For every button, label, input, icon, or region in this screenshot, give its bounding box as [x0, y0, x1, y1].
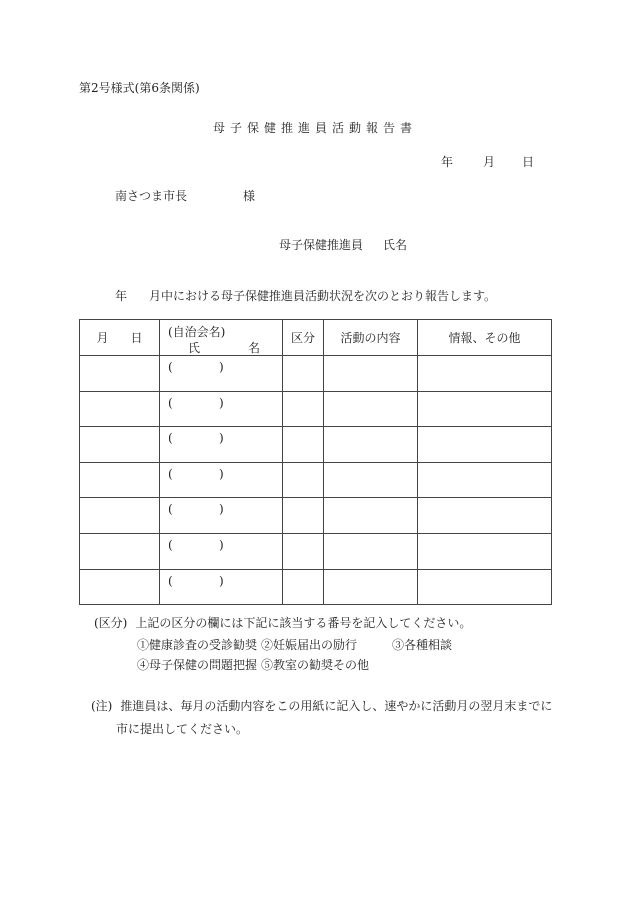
activity-cell[interactable]: [324, 427, 418, 463]
info-cell[interactable]: [418, 533, 552, 569]
activity-report-table: [79, 319, 552, 605]
chu-note-line-1: [91, 700, 552, 712]
kubun-cell[interactable]: [283, 498, 324, 534]
table-row: [80, 462, 552, 498]
header-info: 情報、その他: [418, 320, 552, 356]
name-cell[interactable]: ( ): [160, 427, 283, 463]
intro-year: 年: [115, 289, 128, 303]
header-month: 月: [96, 331, 109, 345]
chu-note-line-2: 市に提出してください。: [116, 722, 249, 736]
date-cell[interactable]: [80, 391, 160, 427]
chu-label: (注): [91, 699, 113, 713]
option-4: ④母子保健の問題把握: [137, 658, 258, 672]
form-number: 第2号様式(第6条関係): [79, 81, 200, 95]
chu-text-1: 推進員は、毎月の活動内容をこの用紙に記入し、速やかに活動月の翌月末までに: [120, 699, 553, 713]
signer-name-label: 氏名: [383, 238, 408, 252]
name-cell[interactable]: ( ): [160, 498, 283, 534]
date-cell[interactable]: [80, 427, 160, 463]
date-day: 日: [522, 155, 535, 169]
activity-cell[interactable]: [324, 391, 418, 427]
kubun-cell[interactable]: [283, 356, 324, 392]
option-1: ①健康診査の受診勧奨: [137, 638, 258, 652]
name-cell[interactable]: ( ): [160, 356, 283, 392]
header-date: [80, 320, 160, 356]
addressee-honorific: 様: [243, 189, 256, 203]
name-cell[interactable]: ( ): [160, 462, 283, 498]
kubun-text: 上記の区分の欄には下記に該当する番号を記入してください。: [135, 616, 472, 630]
info-cell[interactable]: [418, 391, 552, 427]
info-cell[interactable]: [418, 462, 552, 498]
info-cell[interactable]: [418, 427, 552, 463]
date-line: [441, 156, 534, 168]
signer-role: 母子保健推進員: [279, 238, 364, 252]
kubun-cell[interactable]: [283, 391, 324, 427]
kubun-note: [94, 617, 471, 629]
signer: [279, 239, 407, 251]
table-row: [80, 356, 552, 392]
activity-cell[interactable]: [324, 498, 418, 534]
table-header-row: [80, 320, 552, 356]
table-row: [80, 569, 552, 605]
activity-cell[interactable]: [324, 533, 418, 569]
table-row: [80, 533, 552, 569]
option-3: ③各種相談: [392, 638, 453, 652]
option-5: ⑤教室の勧奨その他: [261, 658, 370, 672]
date-month: 月: [483, 155, 496, 169]
date-cell[interactable]: [80, 498, 160, 534]
intro-text: 月中における母子保健推進員活動状況を次のとおり報告します。: [149, 289, 497, 303]
document-title: 母子保健推進員活動報告書: [212, 121, 417, 135]
name-cell[interactable]: ( ): [160, 391, 283, 427]
header-jichikai: (自治会名): [168, 325, 226, 339]
info-cell[interactable]: [418, 498, 552, 534]
intro-sentence: [115, 290, 496, 302]
header-kubun: 区分: [283, 320, 324, 356]
date-cell[interactable]: [80, 462, 160, 498]
kubun-cell[interactable]: [283, 462, 324, 498]
name-cell[interactable]: ( ): [160, 569, 283, 605]
kubun-cell[interactable]: [283, 427, 324, 463]
addressee-name: 南さつま市長: [115, 189, 188, 203]
date-cell[interactable]: [80, 569, 160, 605]
activity-cell[interactable]: [324, 356, 418, 392]
header-day: 日: [130, 331, 143, 345]
table-row: [80, 427, 552, 463]
option-2: ②妊娠届出の励行: [261, 638, 358, 652]
date-cell[interactable]: [80, 533, 160, 569]
header-name: [160, 320, 283, 356]
table-row: [80, 391, 552, 427]
table-row: [80, 498, 552, 534]
header-name-shi: 氏: [188, 341, 201, 355]
kubun-options-row-2: [137, 659, 369, 671]
kubun-options-row-1: [137, 639, 452, 651]
name-cell[interactable]: ( ): [160, 533, 283, 569]
info-cell[interactable]: [418, 569, 552, 605]
date-cell[interactable]: [80, 356, 160, 392]
kubun-cell[interactable]: [283, 533, 324, 569]
header-name-mei: 名: [248, 341, 261, 355]
info-cell[interactable]: [418, 356, 552, 392]
kubun-label: (区分): [94, 616, 128, 630]
activity-cell[interactable]: [324, 569, 418, 605]
header-activity: 活動の内容: [324, 320, 418, 356]
addressee: [115, 190, 255, 202]
activity-cell[interactable]: [324, 462, 418, 498]
kubun-cell[interactable]: [283, 569, 324, 605]
date-year: 年: [441, 155, 454, 169]
